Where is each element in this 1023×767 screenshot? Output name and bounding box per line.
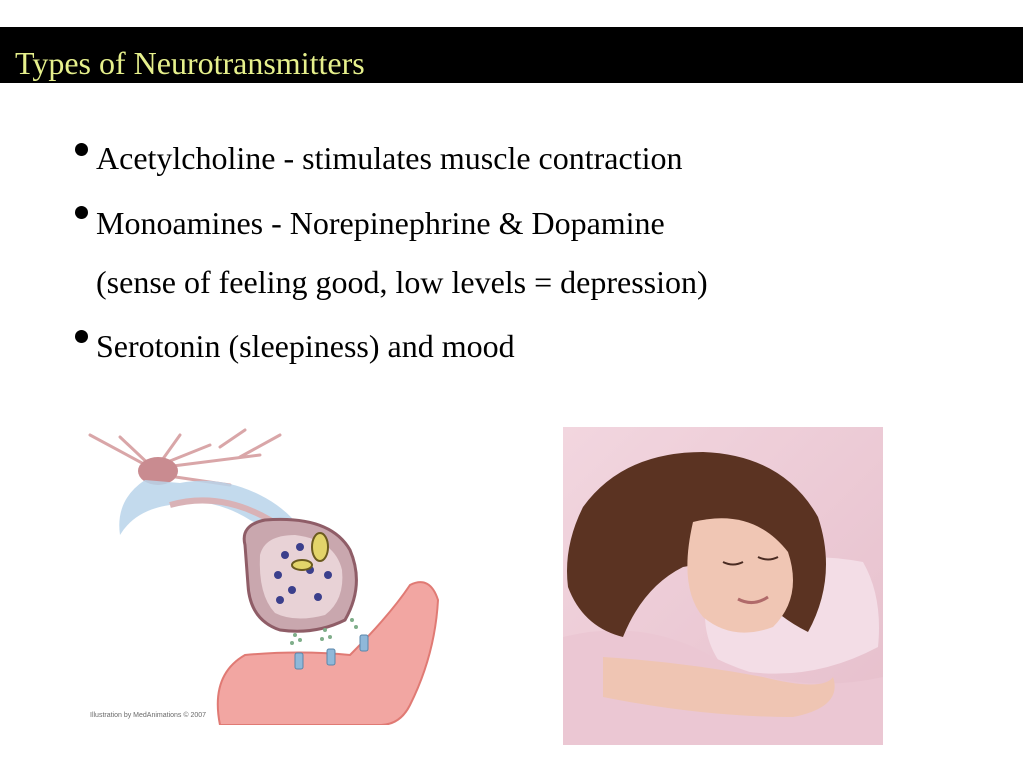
- slide-title: Types of Neurotransmitters: [15, 45, 365, 81]
- bullet-item-2: Monoamines - Norepinephrine & Dopamine: [96, 205, 665, 241]
- bullet-item-2-continuation: (sense of feeling good, low levels = depression): [96, 264, 708, 300]
- neuron-synapse-illustration: [80, 425, 450, 725]
- bullet-dot: [75, 330, 88, 343]
- bullet-dot: [75, 143, 88, 156]
- bullet-dot: [75, 206, 88, 219]
- sleeping-woman-photo: [563, 427, 883, 745]
- bullet-item-1: Acetylcholine - stimulates muscle contraction: [96, 140, 683, 176]
- image-credit: Illustration by MedAnimations © 2007: [90, 712, 207, 719]
- bullet-item-3: Serotonin (sleepiness) and mood: [96, 328, 515, 364]
